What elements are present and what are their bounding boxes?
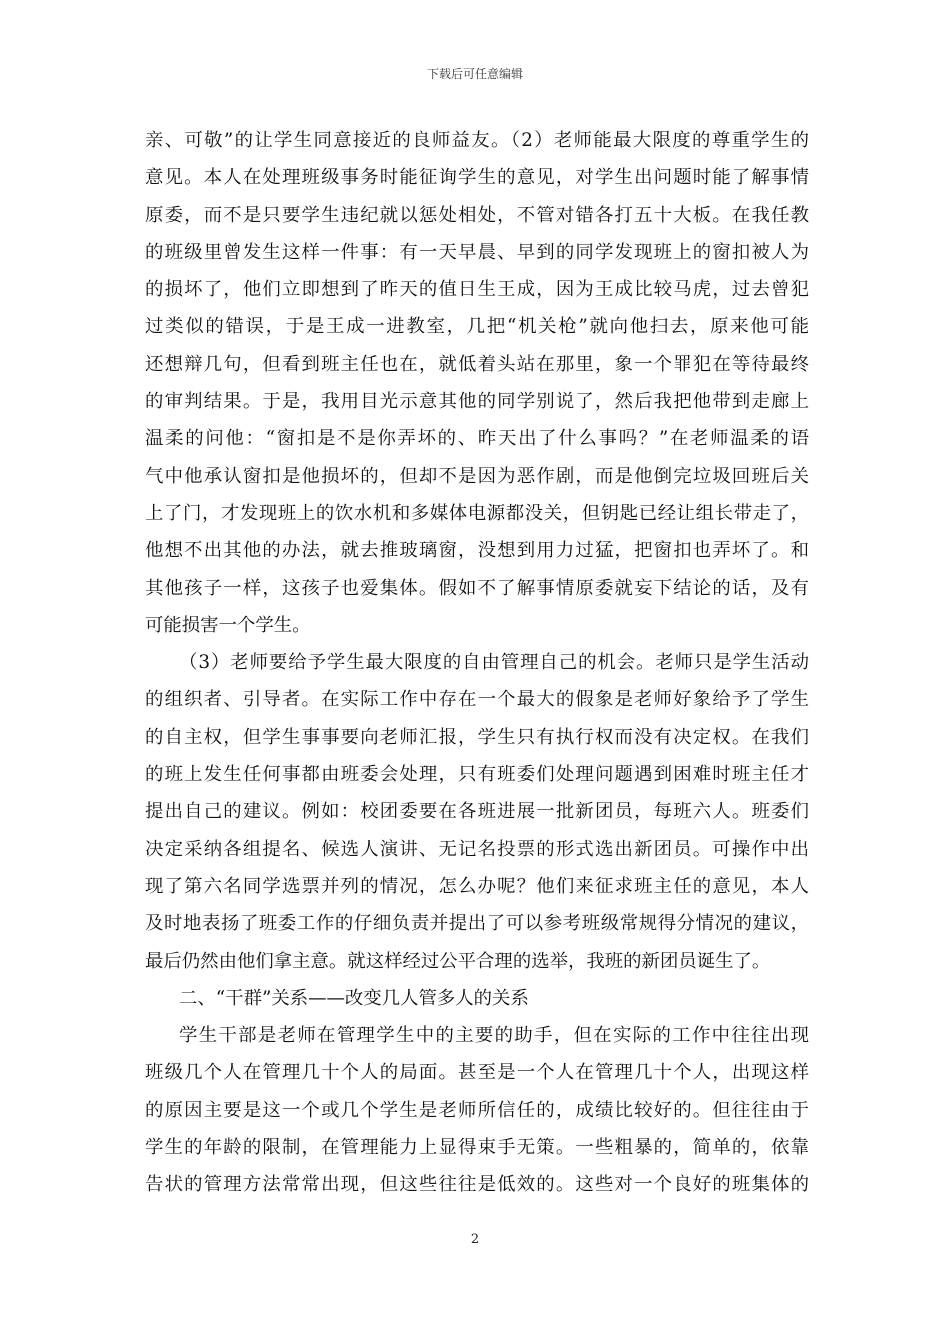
text-line: 还想辩几句，但看到班主任也在，就低着头站在那里，象一个罪犯在等待最终 [145,353,809,375]
text-line: 亲、可敬”的让学生同意接近的良师益友。（2）老师能最大限度的尊重学生的 [145,130,809,151]
text-line: 的自主权，但学生事事要向老师汇报，学生只有执行权而没有决定权。在我们 [145,726,809,748]
text-line: 的班上发生任何事都由班委会处理，只有班委们处理问题遇到困难时班主任才 [145,764,809,786]
text-line: 温柔的问他：“窗扣是不是你弄坏的、昨天出了什么事吗？”在老师温柔的语 [145,428,809,450]
text-line: 学生的年龄的限制，在管理能力上显得束手无策。一些粗暴的，简单的，依靠 [145,1137,809,1159]
text-line: 意见。本人在处理班级事务时能征询学生的意见，对学生出问题时能了解事情 [145,167,809,189]
text-line: 气中他承认窗扣是他损坏的，但却不是因为恶作剧，而是他倒完垃圾回班后关 [145,465,809,487]
text-line: 的班级里曾发生这样一件事：有一天早晨、早到的同学发现班上的窗扣被人为 [145,241,809,263]
page-number: 2 [470,1232,480,1247]
text-line: 现了第六名同学选票并列的情况，怎么办呢？他们来征求班主任的意见，本人 [145,875,809,897]
text-line: 他想不出其他的办法，就去推玻璃窗，没想到用力过猛，把窗扣也弄坏了。和 [145,540,809,562]
text-line: 的组织者、引导者。在实际工作中存在一个最大的假象是老师好象给予了学生 [145,689,809,711]
body-text [145,122,809,1204]
text-line: 最后仍然由他们拿主意。就这样经过公平合理的选举，我班的新团员诞生了。 [145,950,771,972]
text-line: 班级几个人在管理几十个人的局面。甚至是一个人在管理几十个人，出现这样 [145,1062,809,1084]
text-line: 的原因主要是这一个或几个学生是老师所信任的，成绩比较好的。但往往由于 [145,1099,809,1121]
text-line: 的审判结果。于是，我用目光示意其他的同学别说了，然后我把他带到走廊上 [145,391,809,413]
text-line: 及时地表扬了班委工作的仔细负责并提出了可以参考班级常规得分情况的建议， [145,913,809,935]
text-line: 的损坏了，他们立即想到了昨天的值日生王成，因为王成比较马虎，过去曾犯 [145,279,809,301]
text-line: 告状的管理方法常常出现，但这些往往是低效的。这些对一个良好的班集体的 [145,1174,809,1196]
text-line: 原委，而不是只要学生违纪就以惩处相处，不管对错各打五十大板。在我任教 [145,204,809,226]
text-line: 学生干部是老师在管理学生中的主要的助手，但在实际的工作中往往出现 [179,1025,809,1047]
text-line: 上了门，才发现班上的饮水机和多媒体电源都没关，但钥匙已经让组长带走了， [145,502,809,524]
text-line: 其他孩子一样，这孩子也爱集体。假如不了解事情原委就妄下结论的话，及有 [145,577,809,599]
page-header: 下载后可任意编辑 [426,67,523,81]
text-line: 提出自己的建议。例如：校团委要在各班进展一批新团员，每班六人。班委们 [145,801,809,823]
text-line: 决定采纳各组提名、候选人演讲、无记名投票的形式选出新团员。可操作中出 [145,838,809,860]
text-line: 二、“干群”关系——改变几人管多人的关系 [179,987,529,1009]
text-line: （3）老师要给予学生最大限度的自由管理自己的机会。老师只是学生活动 [179,652,809,674]
text-line: 过类似的错误，于是王成一进教室，几把“机关枪”就向他扫去，原来他可能 [145,316,809,338]
text-line: 可能损害一个学生。 [145,614,311,636]
